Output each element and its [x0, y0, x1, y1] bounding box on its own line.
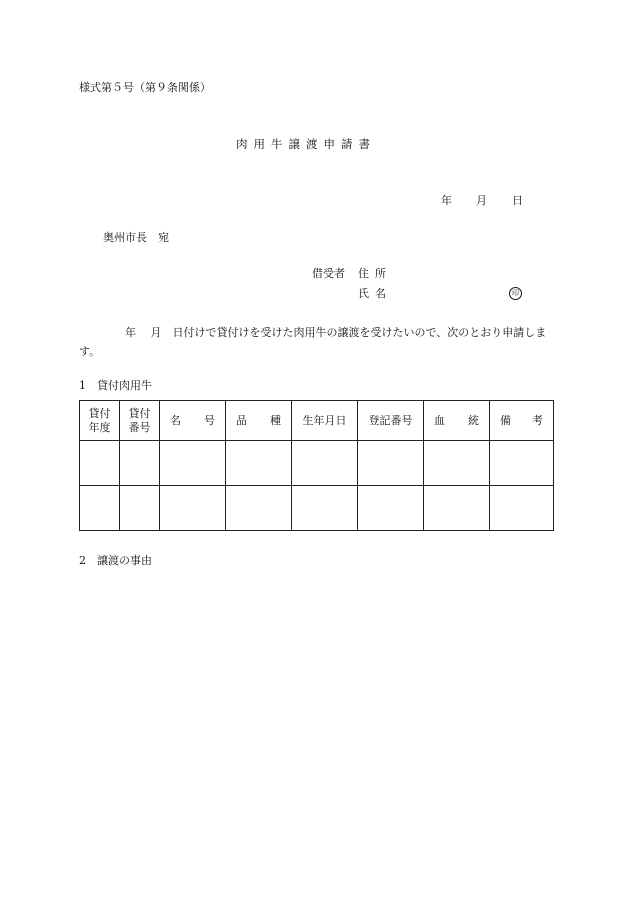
section-2-heading: 2 譲渡の事由 — [79, 554, 152, 567]
table-row — [80, 486, 554, 531]
date-month-label: 月 — [476, 194, 487, 207]
date-day-label: 日 — [512, 194, 523, 207]
col-breed-char2: 種 — [270, 413, 281, 427]
col-loan-year — [80, 401, 120, 441]
col-loan-year-line2: 年度 — [88, 420, 111, 434]
table-cell[interactable] — [80, 441, 120, 486]
col-breed — [226, 401, 292, 441]
table-cell[interactable] — [226, 441, 292, 486]
document-title: 肉用牛譲渡申請書 — [236, 137, 376, 151]
address-label: 住所 — [358, 267, 392, 280]
col-name — [160, 401, 226, 441]
col-registration-number: 登記番号 — [358, 401, 424, 441]
col-pedigree-char2: 統 — [468, 413, 479, 427]
addressee: 奥州市長 宛 — [103, 231, 169, 244]
col-pedigree-char1: 血 — [434, 413, 445, 427]
table-cell[interactable] — [80, 486, 120, 531]
statement-year: 年 — [125, 326, 136, 339]
table-cell[interactable] — [120, 441, 160, 486]
col-birth-date: 生年月日 — [292, 401, 358, 441]
name-label: 氏名 — [358, 287, 392, 300]
table-cell[interactable] — [292, 486, 358, 531]
col-remarks-char2: 考 — [532, 413, 543, 427]
borrower-label: 借受者 — [312, 267, 345, 280]
table-header-row — [80, 401, 554, 441]
col-pedigree — [424, 401, 490, 441]
table-cell[interactable] — [292, 441, 358, 486]
table-cell[interactable] — [490, 441, 554, 486]
col-breed-char1: 品 — [236, 413, 247, 427]
col-name-char1: 名 — [170, 413, 181, 427]
table-cell[interactable] — [160, 486, 226, 531]
table-row — [80, 441, 554, 486]
table-cell[interactable] — [424, 486, 490, 531]
section-1-heading: 1 貸付肉用牛 — [79, 379, 152, 392]
col-remarks-char1: 備 — [500, 413, 511, 427]
loan-cattle-table — [79, 400, 554, 531]
statement-month: 月 — [150, 326, 162, 339]
col-loan-number-line1: 貸付 — [128, 406, 151, 420]
application-statement — [79, 323, 559, 361]
date-year-label: 年 — [441, 194, 452, 207]
table-cell[interactable] — [226, 486, 292, 531]
col-loan-number-line2: 番号 — [128, 420, 151, 434]
col-name-char2: 号 — [204, 413, 215, 427]
col-loan-year-line1: 貸付 — [88, 406, 111, 420]
table-cell[interactable] — [358, 441, 424, 486]
table-cell[interactable] — [120, 486, 160, 531]
form-number: 様式第５号（第９条関係） — [79, 81, 211, 94]
table-cell[interactable] — [160, 441, 226, 486]
table-cell[interactable] — [358, 486, 424, 531]
col-loan-number — [120, 401, 160, 441]
seal-mark: 印 — [509, 287, 522, 300]
table-cell[interactable] — [424, 441, 490, 486]
col-remarks — [490, 401, 554, 441]
statement-text: 日付けで貸付けを受けた肉用牛の譲渡を受けたいので、次のとおり申請します。 — [79, 326, 547, 358]
table-cell[interactable] — [490, 486, 554, 531]
